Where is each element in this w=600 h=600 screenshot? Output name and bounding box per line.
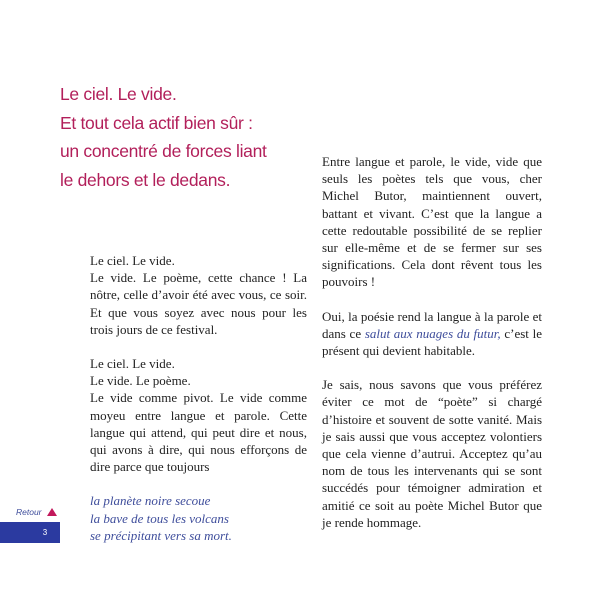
retour-button[interactable] — [16, 507, 57, 517]
quoted-poem — [90, 492, 307, 544]
retour-label: Retour — [16, 507, 42, 517]
left-paragraph-1 — [90, 252, 307, 338]
right-column — [322, 153, 542, 531]
triangle-up-icon — [47, 508, 57, 516]
right-paragraph-2 — [322, 308, 542, 360]
page-number-badge — [0, 522, 60, 543]
italic-quote: salut aux nuages du futur, — [364, 325, 501, 341]
epigraph-line: Et tout cela actif bien sûr : — [60, 112, 253, 133]
epigraph-line: le dehors et le dedans. — [60, 169, 231, 190]
right-paragraph-1: Entre langue et parole, le vide, vide que seuls les poètes tels que vous, cher Michel Butor, maintiennent ouvert, battant et vivant. C’est que la langue a cette redoutable possibilité de se replier sur elle-même et de se fermer sur ses significations. Cela dont rêvent tous les pouvoirs ! — [322, 154, 542, 290]
page-number: 3 — [42, 528, 48, 537]
epigraph-line: Le ciel. Le vide. — [60, 84, 177, 104]
poem-line: la bave de tous les volcans — [90, 510, 229, 526]
epigraph-line: un concentré de forces liant — [60, 141, 267, 161]
refrain-line: Le vide. Le poème. — [90, 373, 191, 389]
right-paragraph-3: Je sais, nous savons que vous préférez éviter ce mot de “poète” si chargé d’histoire et souvent de sotte vanité. Mais je sais aussi que vous acceptez volontiers que cela vienne d’autrui. Acceptez qu’au nom de tous les intervenants qui se sont succédés pour témoigner admiration et amitié ce soit au poète Michel Butor que je rende hommage. — [322, 377, 542, 530]
refrain-line: Le ciel. Le vide. — [90, 253, 175, 268]
paragraph-text: Le vide comme pivot. Le vide comme moyeu entre langue et parole. Cette langue qui attend, qui peut dire et nous, qui avons à dire, qui nous efforçons de dire parce que toujours — [90, 390, 307, 475]
poem-line: la planète noire secoue — [90, 493, 211, 509]
paragraph-text: c’est le présent qui devient habitable. — [322, 325, 543, 359]
left-paragraph-2 — [90, 355, 307, 475]
paragraph-text: Oui, la poésie rend la langue à la parole et dans ce — [322, 308, 542, 341]
left-column — [90, 252, 307, 544]
paragraph-text: Le vide. Le poème, cette chance ! La nôtre, celle d’avoir été avec vous, ce soir. Et que vous soyez avec nous pour les trois jours de ce festival. — [90, 270, 307, 337]
refrain-line: Le ciel. Le vide. — [90, 356, 175, 372]
epigraph — [60, 80, 310, 194]
poem-line: se précipitant vers sa mort. — [90, 527, 232, 543]
